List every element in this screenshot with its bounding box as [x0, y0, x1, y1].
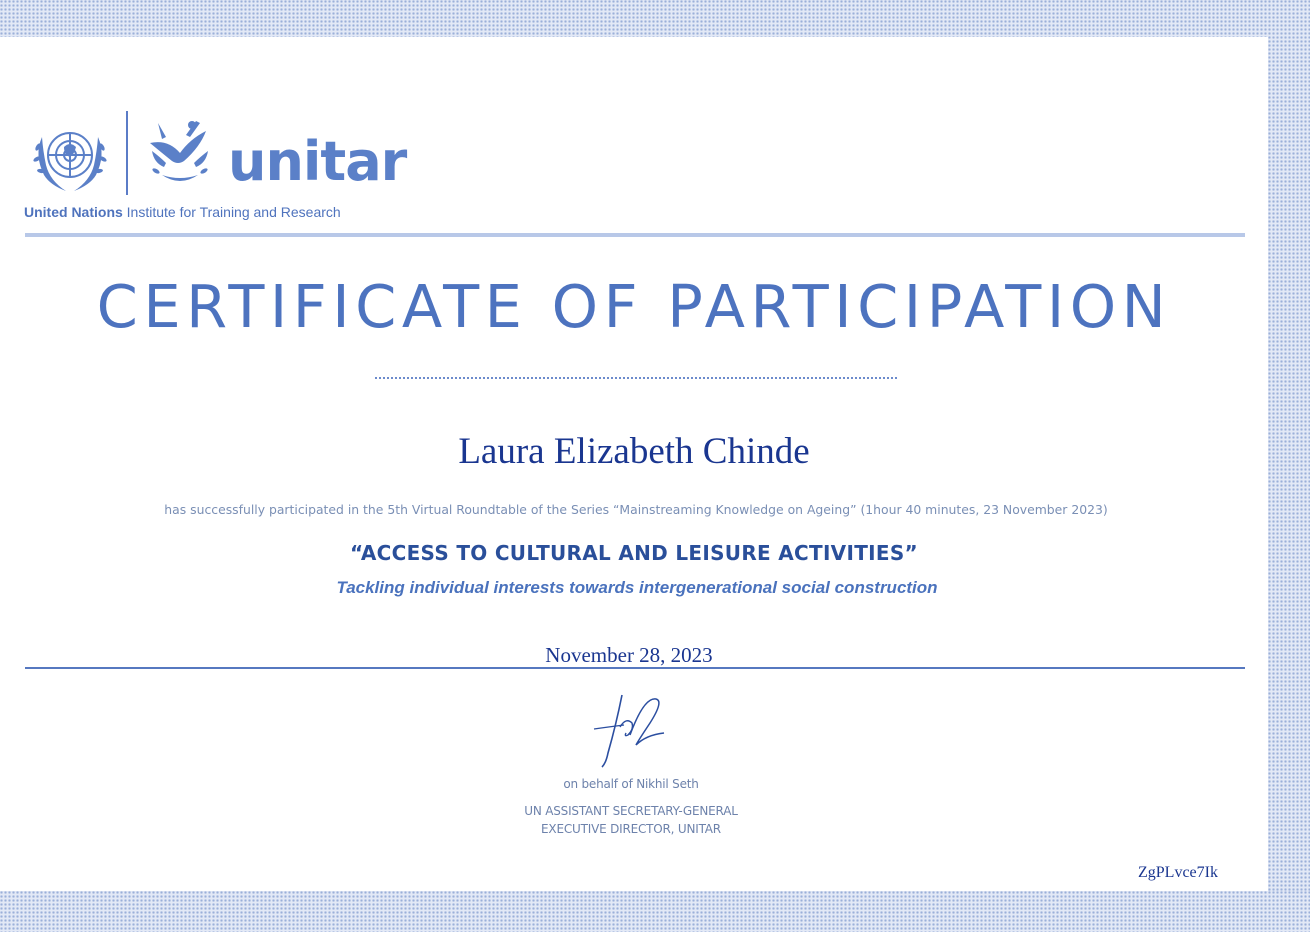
- issue-date: November 28, 2023: [545, 643, 713, 667]
- certificate-sheet: [0, 37, 1268, 891]
- date-divider: [25, 667, 1245, 669]
- signatory-on-behalf: on behalf of Nikhil Seth: [563, 777, 699, 791]
- logo-tagline-bold: United Nations: [24, 204, 123, 220]
- decorative-border-right: [1268, 0, 1310, 932]
- logo-divider: [126, 111, 128, 195]
- header-divider: [25, 233, 1245, 237]
- logo-tagline: [24, 204, 341, 220]
- participation-statement: has successfully participated in the 5th Virtual Roundtable of the Series “Mainstreaming Knowledge on Ageing” (1hour 40 minutes, 23 November 2023): [164, 502, 1108, 517]
- event-subtitle: Tackling individual interests towards intergenerational social construction: [336, 578, 938, 597]
- unitar-logo: [24, 73, 414, 223]
- signature-image: [590, 687, 690, 773]
- recipient-name: Laura Elizabeth Chinde: [458, 431, 810, 472]
- verification-code: ZgPLvce7Ik: [1138, 864, 1218, 881]
- logo-tagline-rest: Institute for Training and Research: [122, 204, 341, 220]
- signatory-role-line-2: EXECUTIVE DIRECTOR, UNITAR: [541, 822, 721, 836]
- signatory-role-line-1: UN ASSISTANT SECRETARY-GENERAL: [524, 804, 738, 818]
- certificate-title: CERTIFICATE OF PARTICIPATION: [96, 272, 1172, 341]
- decorative-border-bottom: [0, 891, 1310, 932]
- un-emblem-icon: [24, 117, 116, 199]
- decorative-border-top: [0, 0, 1310, 37]
- event-title: “ACCESS TO CULTURAL AND LEISURE ACTIVITIES”: [349, 541, 919, 565]
- title-dotted-divider: [375, 377, 897, 379]
- unitar-emblem-icon: [136, 109, 222, 195]
- unitar-wordmark: unitar: [228, 130, 407, 193]
